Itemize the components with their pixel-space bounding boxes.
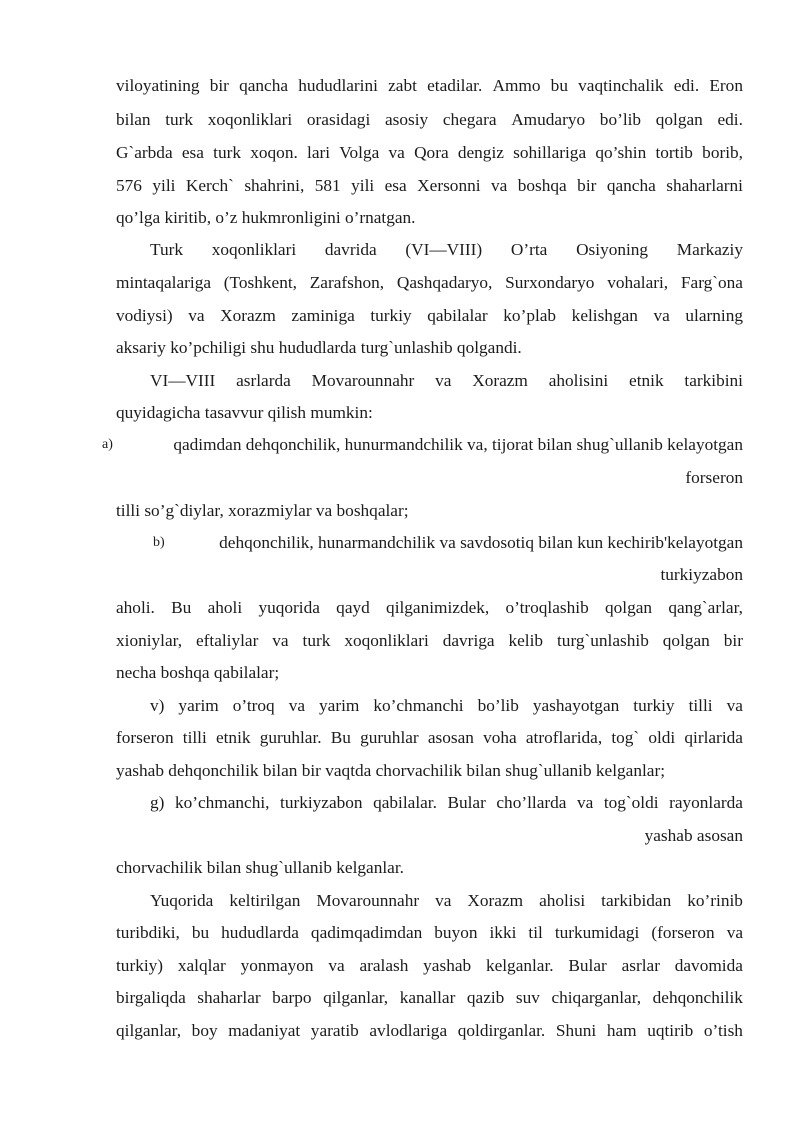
text-line bbox=[150, 240, 743, 260]
word: qancha bbox=[606, 176, 656, 195]
word: keltirilgan bbox=[229, 891, 301, 910]
word: o’tish bbox=[703, 1021, 743, 1040]
list-item-text: qadimdan dehqonchilik, hunurmandchilik va, tijorat bilan shug`ullanib kelayotgan bbox=[173, 435, 743, 454]
list-marker: b) bbox=[153, 535, 165, 550]
text-line bbox=[116, 76, 743, 96]
word: qirlarida bbox=[684, 728, 743, 747]
word: Ammo bbox=[492, 76, 541, 95]
text-line bbox=[116, 273, 743, 293]
word: guruhlar. bbox=[259, 728, 322, 747]
word: va bbox=[576, 793, 594, 812]
word: tarkibini bbox=[684, 371, 743, 390]
word: ko’chmanchi bbox=[373, 696, 464, 715]
word: uqtirib bbox=[647, 1021, 694, 1040]
word: yarim bbox=[178, 696, 219, 715]
word: turk bbox=[165, 110, 194, 129]
word: esa bbox=[384, 176, 407, 195]
word: bir bbox=[577, 176, 597, 195]
word: turkiyzabon bbox=[280, 793, 363, 812]
word: Shuni bbox=[555, 1021, 597, 1040]
word: Volga bbox=[339, 143, 380, 162]
word: bo’lib bbox=[599, 110, 642, 129]
word: rayonlarda bbox=[669, 793, 743, 812]
word: (forseron bbox=[651, 923, 715, 942]
text-line bbox=[150, 891, 743, 911]
word: bo’lib bbox=[477, 696, 519, 715]
word: qadimqadimdan bbox=[310, 923, 423, 942]
word: 576 bbox=[116, 176, 142, 195]
word: xoqonliklari bbox=[211, 240, 297, 259]
word: davomida bbox=[674, 956, 743, 975]
word: ularning bbox=[685, 306, 743, 325]
text-line bbox=[150, 371, 743, 391]
word: shaharlarni bbox=[666, 176, 743, 195]
word: VI—VIII bbox=[150, 371, 216, 390]
word: qoldirganlar. bbox=[457, 1021, 546, 1040]
word: chegara bbox=[442, 110, 497, 129]
word: O’rta bbox=[510, 240, 548, 259]
word: kanallar bbox=[399, 988, 456, 1007]
word: Xorazm bbox=[472, 371, 528, 390]
word: borib, bbox=[702, 143, 743, 162]
text-line: quyidagicha tasavvur qilish mumkin: bbox=[116, 403, 373, 422]
word: til bbox=[528, 923, 543, 942]
word: suv bbox=[515, 988, 540, 1007]
word: vohalari, bbox=[607, 273, 669, 292]
word: v) bbox=[150, 696, 165, 715]
text-line: tilli so’g`diylar, xorazmiylar va boshqalar; bbox=[116, 501, 409, 520]
word: Farg`ona bbox=[680, 273, 743, 292]
word: Bular bbox=[568, 956, 607, 975]
word: va bbox=[388, 143, 405, 162]
word: yashayotgan bbox=[532, 696, 620, 715]
text-line bbox=[116, 143, 743, 163]
word: qayd bbox=[336, 598, 370, 617]
word: tog` bbox=[611, 728, 640, 747]
word: (Toshkent, bbox=[223, 273, 297, 292]
word: yonmayon bbox=[240, 956, 314, 975]
word: qang`arlar, bbox=[668, 598, 743, 617]
word: 581 bbox=[314, 176, 341, 195]
text-line: chorvachilik bilan shug`ullanib kelganlar. bbox=[116, 858, 404, 877]
text-line bbox=[116, 306, 743, 326]
word: viloyatining bbox=[116, 76, 200, 95]
word: yuqorida bbox=[258, 598, 320, 617]
word: Osiyoning bbox=[576, 240, 649, 259]
word: Zarafshon, bbox=[309, 273, 385, 292]
word: qilganlar, bbox=[116, 1021, 182, 1040]
word: ko’rinib bbox=[687, 891, 743, 910]
word: va bbox=[288, 696, 305, 715]
word: kelganlar. bbox=[485, 956, 554, 975]
word: davriga bbox=[442, 631, 495, 650]
word: qolgan bbox=[662, 631, 710, 650]
word: cho’llarda bbox=[496, 793, 567, 812]
word: hududlarini bbox=[298, 76, 378, 95]
word: aholi bbox=[207, 598, 243, 617]
text-line bbox=[116, 631, 743, 651]
word: qabilalar. bbox=[373, 793, 437, 812]
word: turk bbox=[302, 631, 331, 650]
text-line: yashab dehqonchilik bilan bir vaqtda chorvachilik bilan shug`ullanib kelganlar; bbox=[116, 761, 666, 780]
word: tog`oldi bbox=[603, 793, 659, 812]
word: g) bbox=[150, 793, 165, 812]
list-item-a bbox=[102, 435, 743, 455]
text-line bbox=[150, 793, 743, 813]
word: Qashqadaryo, bbox=[396, 273, 493, 292]
word: vaqtinchalik bbox=[578, 76, 664, 95]
word: barpo bbox=[272, 988, 312, 1007]
word: xoqonliklari bbox=[207, 110, 293, 129]
text-line bbox=[116, 1021, 743, 1041]
word: chiqarganlar, bbox=[551, 988, 642, 1007]
word: qabilalar bbox=[427, 306, 488, 325]
text-line: qo’lga kiritib, o’z hukmronligini o’rnatgan. bbox=[116, 208, 416, 227]
word: asosiy bbox=[384, 110, 429, 129]
word: aholi. bbox=[116, 598, 155, 617]
word: hududlarda bbox=[221, 923, 299, 942]
word: vodiysi) bbox=[116, 306, 173, 325]
word: Bu bbox=[171, 598, 192, 617]
text-line bbox=[116, 598, 743, 618]
word: lari bbox=[307, 143, 331, 162]
word: edi. bbox=[673, 76, 700, 95]
word: G`arbda bbox=[116, 143, 173, 162]
word: dehqonchilik bbox=[652, 988, 743, 1007]
text-line: forseron bbox=[685, 468, 743, 487]
word: zabt bbox=[388, 76, 417, 95]
word: va bbox=[726, 696, 743, 715]
word: sohillariga bbox=[513, 143, 587, 162]
text-line bbox=[116, 110, 743, 130]
word: xalqlar bbox=[177, 956, 226, 975]
word: Yuqorida bbox=[150, 891, 214, 910]
word: shaharlar bbox=[197, 988, 261, 1007]
word: Qora bbox=[414, 143, 449, 162]
text-line bbox=[116, 956, 743, 976]
list-item-text: dehqonchilik, hunarmandchilik va savdosotiq bilan kun kechirib'kelayotgan bbox=[219, 533, 743, 552]
word: xioniylar, bbox=[116, 631, 183, 650]
word: yili bbox=[152, 176, 176, 195]
word: Bular bbox=[447, 793, 486, 812]
word: qilganimizdek, bbox=[386, 598, 490, 617]
word: oldi bbox=[648, 728, 676, 747]
word: xoqon. bbox=[250, 143, 298, 162]
word: yarim bbox=[319, 696, 360, 715]
word: ikki bbox=[489, 923, 517, 942]
word: boshqa bbox=[517, 176, 567, 195]
word: va bbox=[435, 371, 452, 390]
word: bir bbox=[209, 76, 229, 95]
word: yaratib bbox=[310, 1021, 359, 1040]
word: Movarounnahr bbox=[311, 371, 415, 390]
word: etadilar. bbox=[427, 76, 483, 95]
word: va bbox=[726, 923, 743, 942]
text-line bbox=[116, 176, 743, 196]
word: dengiz bbox=[457, 143, 504, 162]
word: turibdiki, bbox=[116, 923, 180, 942]
word: turkiy) bbox=[116, 956, 164, 975]
word: Surxondaryo bbox=[505, 273, 595, 292]
word: qolgan bbox=[655, 110, 703, 129]
word: etnik bbox=[629, 371, 664, 390]
word: ko’chmanchi, bbox=[174, 793, 270, 812]
word: Bu bbox=[330, 728, 351, 747]
word: Eron bbox=[709, 76, 743, 95]
word: forseron bbox=[116, 728, 174, 747]
text-line bbox=[116, 728, 743, 748]
word: buyon bbox=[434, 923, 478, 942]
word: asosan bbox=[427, 728, 474, 747]
word: qancha bbox=[239, 76, 289, 95]
word: turkiy bbox=[633, 696, 675, 715]
word: atroflarida, bbox=[525, 728, 603, 747]
text-line: turkiyzabon bbox=[660, 565, 743, 584]
word: yili bbox=[351, 176, 375, 195]
word: asrlar bbox=[621, 956, 660, 975]
word: yashab bbox=[423, 956, 472, 975]
word: aholisi bbox=[539, 891, 586, 910]
word: tarkibidan bbox=[601, 891, 672, 910]
word: boy bbox=[191, 1021, 218, 1040]
word: va bbox=[435, 891, 452, 910]
word: va bbox=[188, 306, 205, 325]
word: turk bbox=[213, 143, 242, 162]
text-line: yashab asosan bbox=[644, 826, 743, 845]
word: turkumidagi bbox=[554, 923, 640, 942]
word: va bbox=[490, 176, 508, 195]
word: Amudaryo bbox=[511, 110, 586, 129]
word: Movarounnahr bbox=[316, 891, 420, 910]
word: etnik bbox=[215, 728, 251, 747]
word: va bbox=[653, 306, 670, 325]
word: turkiy bbox=[370, 306, 412, 325]
word: shahrini, bbox=[244, 176, 305, 195]
word: va bbox=[272, 631, 289, 650]
word: birgaliqda bbox=[116, 988, 186, 1007]
word: (VI—VIII) bbox=[405, 240, 483, 259]
word: Turk bbox=[150, 240, 183, 259]
word: Xersonni bbox=[417, 176, 481, 195]
word: Xorazm bbox=[220, 306, 276, 325]
word: xoqonliklari bbox=[344, 631, 429, 650]
word: avlodlariga bbox=[369, 1021, 448, 1040]
word: davrida bbox=[324, 240, 377, 259]
text-line: aksariy ko’pchiligi shu hududlarda turg`unlashib qolgandi. bbox=[116, 338, 522, 357]
word: Xorazm bbox=[467, 891, 524, 910]
word: madaniyat bbox=[228, 1021, 301, 1040]
word: bir bbox=[723, 631, 743, 650]
word: tilli bbox=[688, 696, 713, 715]
word: va bbox=[328, 956, 345, 975]
word: ko’plab bbox=[503, 306, 557, 325]
word: orasidagi bbox=[306, 110, 371, 129]
word: tortib bbox=[655, 143, 693, 162]
list-marker: a) bbox=[102, 437, 113, 452]
word: esa bbox=[181, 143, 204, 162]
word: asrlarda bbox=[236, 371, 291, 390]
text-line: necha boshqa qabilalar; bbox=[116, 663, 280, 682]
word: edi. bbox=[717, 110, 743, 129]
word: guruhlar bbox=[360, 728, 419, 747]
word: kelishgan bbox=[571, 306, 638, 325]
word: bu bbox=[550, 76, 568, 95]
word: bu bbox=[191, 923, 210, 942]
word: bilan bbox=[116, 110, 151, 129]
word: ham bbox=[606, 1021, 637, 1040]
word: aralash bbox=[359, 956, 409, 975]
text-line bbox=[116, 923, 743, 943]
word: o’troqlashib bbox=[505, 598, 589, 617]
word: Kerch` bbox=[185, 176, 234, 195]
word: tilli bbox=[182, 728, 207, 747]
text-line bbox=[116, 988, 743, 1008]
word: mintaqalariga bbox=[116, 273, 212, 292]
word: qazib bbox=[466, 988, 505, 1007]
word: aholisini bbox=[548, 371, 609, 390]
word: kelib bbox=[508, 631, 544, 650]
word: voha bbox=[483, 728, 517, 747]
word: o’troq bbox=[232, 696, 275, 715]
word: eftaliylar bbox=[195, 631, 259, 650]
text-line bbox=[150, 696, 743, 716]
word: qolgan bbox=[605, 598, 653, 617]
word: turg`unlashib bbox=[557, 631, 649, 650]
word: qo’shin bbox=[595, 143, 647, 162]
word: Markaziy bbox=[676, 240, 743, 259]
list-item-b bbox=[153, 533, 743, 553]
word: zaminiga bbox=[291, 306, 355, 325]
word: qilganlar, bbox=[323, 988, 389, 1007]
